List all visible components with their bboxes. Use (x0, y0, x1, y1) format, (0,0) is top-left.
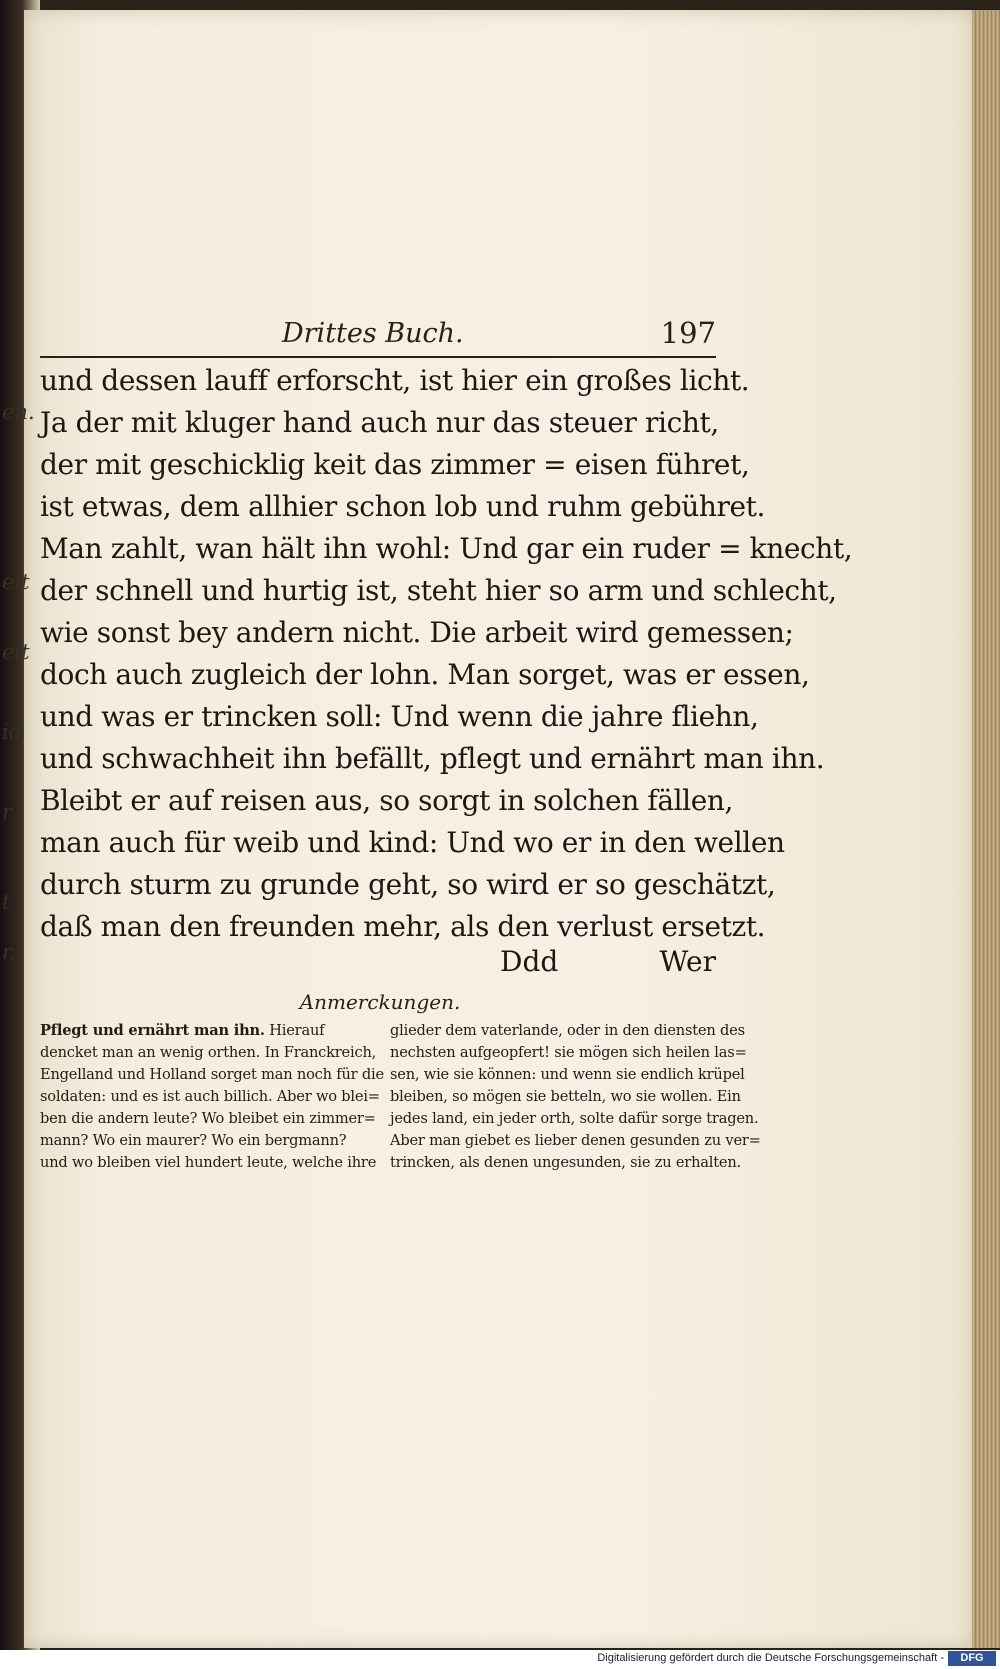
margin-fragment: r (2, 800, 13, 824)
verse-line: der mit geschicklig keit das zimmer = eisen führet, (40, 448, 750, 481)
page-header (40, 318, 716, 356)
dfg-logo-icon: DFG (948, 1651, 996, 1666)
note-line: soldaten: und es ist auch billich. Aber wo blei= (40, 1088, 380, 1105)
note-line: nechsten aufgeopfert! sie mögen sich heilen las= (390, 1044, 747, 1061)
verse-line: daß man den freunden mehr, als den verlust ersetzt. (40, 910, 766, 943)
note-line (40, 1020, 375, 1042)
verse-line: wie sonst bey andern nicht. Die arbeit wird gemessen; (40, 616, 794, 649)
note-text: Hierauf (264, 1022, 325, 1039)
verse-line: und was er trincken soll: Und wenn die jahre fliehn, (40, 700, 759, 733)
note-lemma: Pflegt und ernährt man ihn. (40, 1022, 265, 1039)
note-line: dencket man an wenig orthen. In Franckreich, (40, 1044, 377, 1061)
verse-block (40, 360, 853, 948)
catchword: Wer (659, 945, 716, 978)
verse-line: doch auch zugleich der lohn. Man sorget, was er essen, (40, 658, 810, 691)
margin-fragment: id (2, 720, 23, 744)
verse-line: und schwachheit ihn befällt, pflegt und ernährt man ihn. (40, 742, 825, 775)
verse-line: der schnell und hurtig ist, steht hier so arm und schlecht, (40, 574, 837, 607)
facing-page-margin-fragments (0, 380, 35, 980)
note-line: glieder dem vaterlande, oder in den diensten des (390, 1022, 745, 1039)
catchword-line (40, 945, 716, 985)
note-line: Engelland und Holland sorget man noch für die (40, 1066, 384, 1083)
notes-column-left (40, 1020, 384, 1174)
verse-line: ist etwas, dem allhier schon lob und ruhm gebühret. (40, 490, 766, 523)
margin-fragment: t (2, 890, 11, 914)
page-number: 197 (660, 316, 716, 350)
verse-line: Ja der mit kluger hand auch nur das steuer richt, (40, 406, 719, 439)
margin-fragment: eit (2, 640, 30, 664)
running-head: Drittes Buch. (282, 318, 464, 349)
note-line: Aber man giebet es lieber denen gesunden zu ver= (390, 1132, 761, 1149)
verse-line: durch sturm zu grunde geht, so wird er so geschätzt, (40, 868, 776, 901)
signature-mark: Ddd (500, 945, 559, 978)
notes-column-right (390, 1020, 761, 1174)
header-rule (40, 356, 716, 358)
margin-fragment: r, (2, 940, 17, 964)
note-line: bleiben, so mögen sie betteln, wo sie wollen. Ein (390, 1088, 741, 1105)
note-line: jedes land, ein jeder orth, solte dafür sorge tragen. (390, 1110, 759, 1127)
verse-line: Man zahlt, wan hält ihn wohl: Und gar ein ruder = knecht, (40, 532, 853, 565)
margin-fragment: elt (2, 570, 30, 594)
dfg-credit-text: Digitalisierung gefördert durch die Deutsche Forschungsgemeinschaft - (597, 1652, 944, 1664)
note-line: sen, wie sie können: und wenn sie endlich krüpel (390, 1066, 745, 1083)
margin-fragment: en. (2, 400, 35, 424)
verse-line: und dessen lauff erforscht, ist hier ein großes licht. (40, 364, 750, 397)
notes-heading: Anmerckungen. (299, 990, 461, 1014)
note-line: trincken, als denen ungesunden, sie zu erhalten. (390, 1154, 741, 1171)
verse-line: Bleibt er auf reisen aus, so sorgt in solchen fällen, (40, 784, 734, 817)
note-line: mann? Wo ein maurer? Wo ein bergmann? (40, 1132, 347, 1149)
verse-line: man auch für weib und kind: Und wo er in den wellen (40, 826, 785, 859)
note-line: ben die andern leute? Wo bleibet ein zimmer= (40, 1110, 376, 1127)
page-fore-edge (972, 10, 1000, 1648)
note-line: und wo bleiben viel hundert leute, welche ihre (40, 1154, 377, 1171)
